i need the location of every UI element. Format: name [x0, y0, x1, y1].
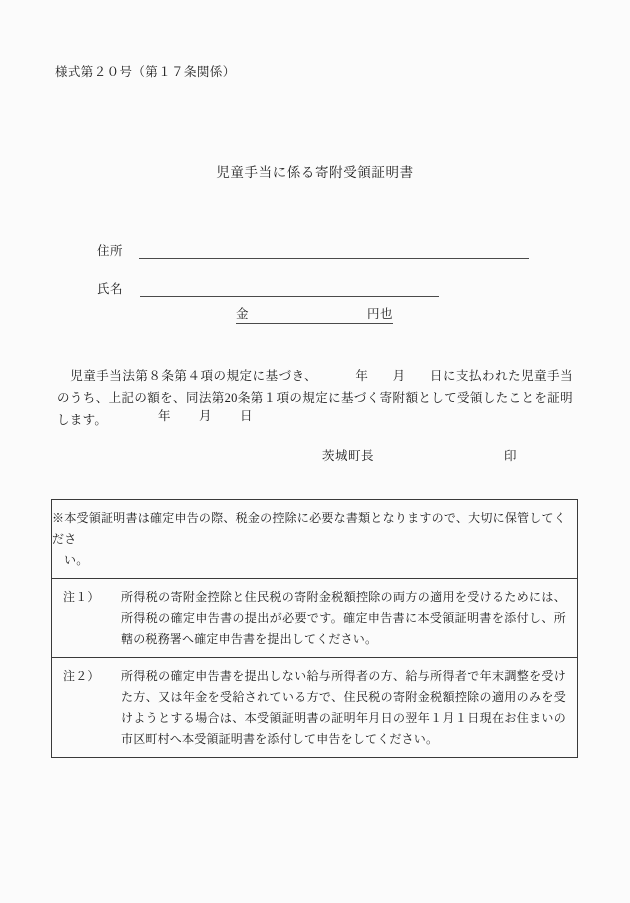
note-row-1 — [52, 578, 577, 657]
issuer-name: 茨城町長 — [322, 449, 375, 463]
statement-lead: 児童手当法第８条第４項の規定に基づき、 — [70, 368, 318, 383]
page-title: 児童手当に係る寄附受領証明書 — [216, 165, 414, 180]
cert-day-label: 日 — [240, 409, 254, 423]
address-label: 住所 — [97, 244, 124, 258]
statement-month-marker: 月 — [392, 368, 406, 383]
note-asterisk-line2: い。 — [64, 553, 89, 567]
issuer-row — [322, 446, 517, 464]
seal-mark: 印 — [504, 449, 518, 463]
cert-year-label: 年 — [158, 409, 172, 423]
note-row-2 — [52, 657, 577, 757]
name-label: 氏名 — [97, 282, 124, 296]
note-1-text: 所得税の寄附金控除と住民税の寄附金税額控除の両方の適用を受けるためには、所得税の確定申告書の提出が必要です。確定申告書に本受領証明書を添付し、所轄の税務署へ確定申告書を提出してください。 — [121, 590, 566, 646]
amount-input-rule[interactable] — [249, 308, 367, 324]
name-input-rule[interactable] — [140, 283, 439, 297]
statement-day-marker: 日に支払われた児童手当の — [57, 368, 573, 405]
amount-field-row — [236, 304, 393, 324]
cert-month-label: 月 — [199, 409, 213, 423]
note-asterisk-row — [52, 500, 577, 578]
statement-year-marker: 年 — [355, 368, 369, 383]
note-2-marker: 注２） — [63, 669, 100, 683]
note-2-text: 所得税の確定申告書を提出しない給与所得者の方、給与所得者で年末調整を受けた方、又は年金を受給されている方で、住民税の寄附金税額控除の適用のみを受けようとする場合は、本受領証明書の証明年月日の翌年１月１日現在お住まいの市区町村へ本受領証明書を添付して申告をしてください。 — [121, 669, 567, 746]
address-field-row — [97, 241, 529, 259]
amount-suffix-label: 円也 — [367, 304, 393, 324]
notes-box — [51, 499, 578, 758]
note-asterisk-line1: ※本受領証明書は確定申告の際、税金の控除に必要な書類となりますので、大切に保管してくださ — [52, 511, 566, 546]
form-number: 様式第２０号（第１７条関係） — [55, 65, 236, 79]
statement-continuation: うち、上記の額を、同法第20条第１項の規定に基づく寄附額として受領したことを証明します。 — [57, 390, 573, 427]
note-1-marker: 注１） — [63, 590, 100, 604]
certification-date-row — [130, 406, 253, 424]
name-field-row — [97, 279, 439, 297]
amount-prefix-label: 金 — [236, 304, 249, 324]
address-input-rule[interactable] — [139, 245, 529, 259]
